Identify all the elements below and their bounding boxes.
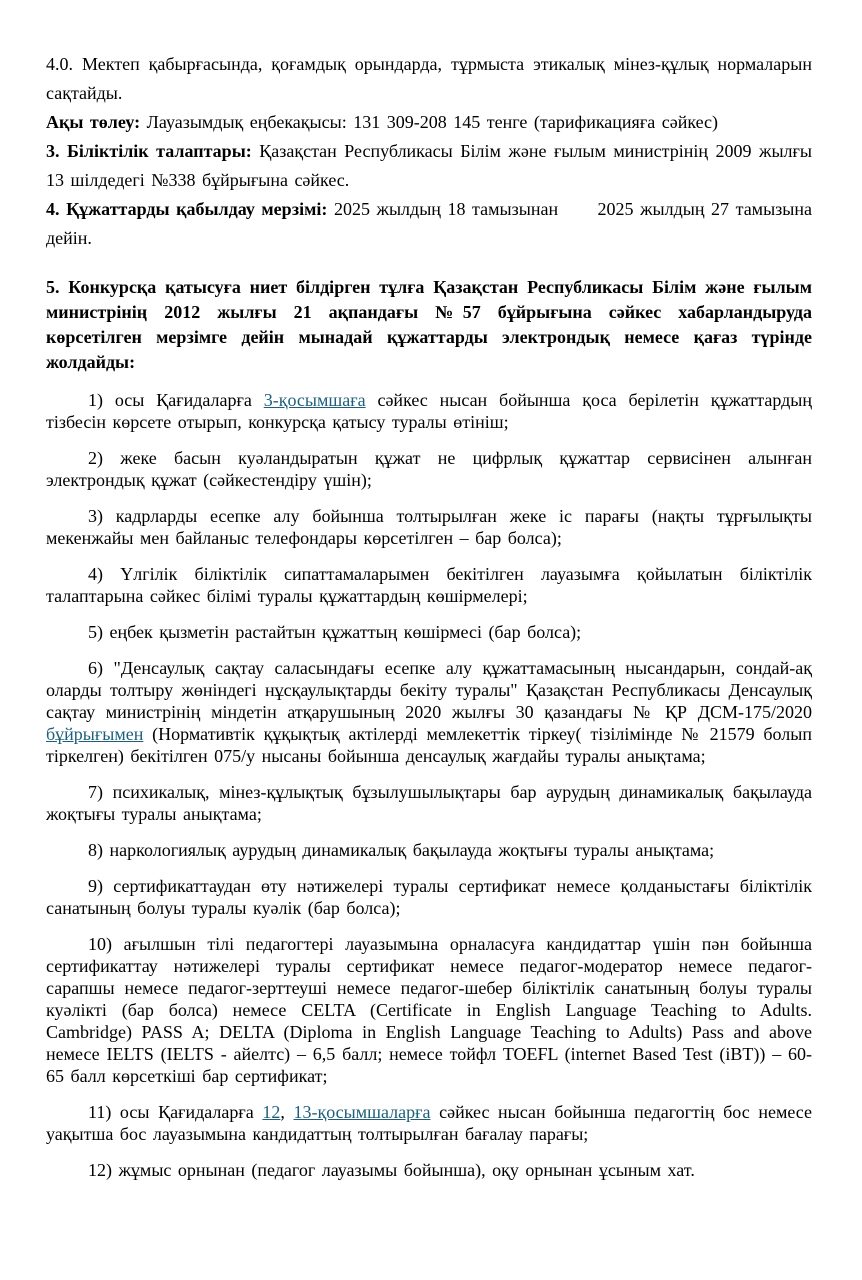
list-item-7: [46, 781, 812, 825]
list-item-12: [46, 1159, 812, 1181]
list-item-9: [46, 875, 812, 919]
text-run: 7) психикалық, мінез-құлықтық бұзылушылықтары бар аурудың динамикалық бақылауда жоқтығы туралы анықтама;: [46, 782, 812, 824]
list-item-3: [46, 505, 812, 549]
list-item-11: [46, 1101, 812, 1145]
text-run: 10) ағылшын тілі педагогтері лауазымына орналасуға кандидаттар үшін пән бойынша сертификаттау нәтижелері туралы сертификат немесе педагог-модератор немесе педагог-сарапшы немесе педагог-зерттеуші немесе педагог-шебер біліктілік санатының болуы туралы куәлікті (бар болса) немесе CELTA (Certificate in English Language Teaching to Adults. Cambridge) PASS A; DELTA (Diploma in English Language Teaching to Adults) Pass and above немесе IELTS (IELTS - айелтс) – 6,5 балл; немесе тойфл TOEFL (internet Based Test (iBT)) – 60-65 балл көрсеткіші бар сертификат;: [46, 934, 812, 1086]
text-run: Лауазымдық еңбекақысы: 131 309-208 145 тенге (тарификацияға сәйкес): [146, 112, 719, 132]
text-run: (Нормативтік құқықтық актілерді мемлекеттік тіркеу( тізілімінде № 21579 болып тіркелген) бекітілген 075/у нысаны бойынша денсаулық жағдайы туралы анықтама;: [46, 724, 812, 766]
text-run: 6) "Денсаулық сақтау саласындағы есепке алу құжаттамасының нысандарын, сондай-ақ оларды толтыру жөніндегі нұсқаулықтарды бекіту туралы" Қазақстан Республикасы Денсаулық сақтау министрінің міндетін атқарушының 2020 жылғы 30 қазандағы № ҚР ДСМ-175/2020: [46, 658, 812, 722]
pay-label: Ақы төлеу:: [46, 112, 147, 132]
qualification-label: 3. Біліктілік талаптары:: [46, 141, 260, 161]
text-run: 4.0. Мектеп қабырғасында, қоғамдық орындарда, тұрмыста этикалық мінез-құлық нормаларын сақтайды.: [46, 54, 812, 103]
paragraph-qualification-requirements: [46, 137, 812, 195]
text-run: 8) наркологиялық аурудың динамикалық бақылауда жоқтығы туралы анықтама;: [88, 840, 715, 860]
text-run: 2) жеке басын куәландыратын құжат не цифрлық құжаттар сервисінен алынған электрондық құжат (сәйкестендіру үшін);: [46, 448, 812, 490]
list-item-8: [46, 839, 812, 861]
paragraph-pay: [46, 108, 812, 137]
link-order-dsm[interactable]: бұйрығымен: [46, 724, 144, 744]
text-run: 4) Үлгілік біліктілік сипаттамаларымен бекітілген лауазымға қойылатын біліктілік талаптарына сәйкес білімі туралы құжаттардың көшірмелері;: [46, 564, 812, 606]
list-item-1: [46, 389, 812, 433]
text-run: 5. Конкурсқа қатысуға ниет білдірген тұлға Қазақстан Республикасы Білім және ғылым министрінің 2012 жылғы 21 ақпандағы №57 бұйрығына сәйкес хабарландыруда көрсетілген мерзімге дейін мынадай құжаттарды электрондық немесе қағаз түрінде жолдайды:: [46, 277, 812, 372]
text-run: 2025 жылдың 18 тамызынан 2025 жылдың 27 тамызына дейін.: [46, 199, 812, 248]
link-appendix-3[interactable]: 3-қосымшаға: [263, 390, 366, 410]
document-body: [46, 50, 812, 1181]
list-item-4: [46, 563, 812, 607]
text-run: 3) кадрларды есепке алу бойынша толтырылған жеке іс парағы (нақты тұрғылықты мекенжайы мен байланыс телефондары көрсетілген – бар болса);: [46, 506, 812, 548]
text-run: 12) жұмыс орнынан (педагог лауазымы бойынша), оқу орнынан ұсыным хат.: [88, 1160, 695, 1180]
text-run: Қазақстан Республикасы Білім және ғылым министрінің 2009 жылғы 13 шілдедегі №338 бұйрығына сәйкес.: [46, 141, 812, 190]
list-item-2: [46, 447, 812, 491]
list-item-6: [46, 657, 812, 767]
text-run: ,: [280, 1102, 294, 1122]
paragraph-ethics-norms: [46, 50, 812, 108]
list-item-10: [46, 933, 812, 1087]
list-item-5: [46, 621, 812, 643]
paragraph-deadline: [46, 195, 812, 253]
text-run: сәйкес нысан бойынша педагогтің бос немесе уақытша бос лауазымына кандидаттың толтырылған бағалау парағы;: [46, 1102, 812, 1144]
deadline-label: 4. Құжаттарды қабылдау мерзімі:: [46, 199, 334, 219]
link-appendix-12[interactable]: 12: [262, 1102, 281, 1122]
text-run: 9) сертификаттаудан өту нәтижелері туралы сертификат немесе қолданыстағы біліктілік санатының болуы туралы куәлік (бар болса);: [46, 876, 812, 918]
paragraph-section-5-intro: [46, 275, 812, 375]
text-run: 5) еңбек қызметін растайтын құжаттың көшірмесі (бар болса);: [88, 622, 582, 642]
text-run: 11) осы Қағидаларға: [88, 1102, 263, 1122]
link-appendix-13[interactable]: 13-қосымшаларға: [293, 1102, 431, 1122]
text-run: 1) осы Қағидаларға: [88, 390, 264, 410]
text-run: сәйкес нысан бойынша қоса берілетін құжаттардың тізбесін көрсете отырып, конкурсқа қатысу туралы өтініш;: [46, 390, 812, 432]
